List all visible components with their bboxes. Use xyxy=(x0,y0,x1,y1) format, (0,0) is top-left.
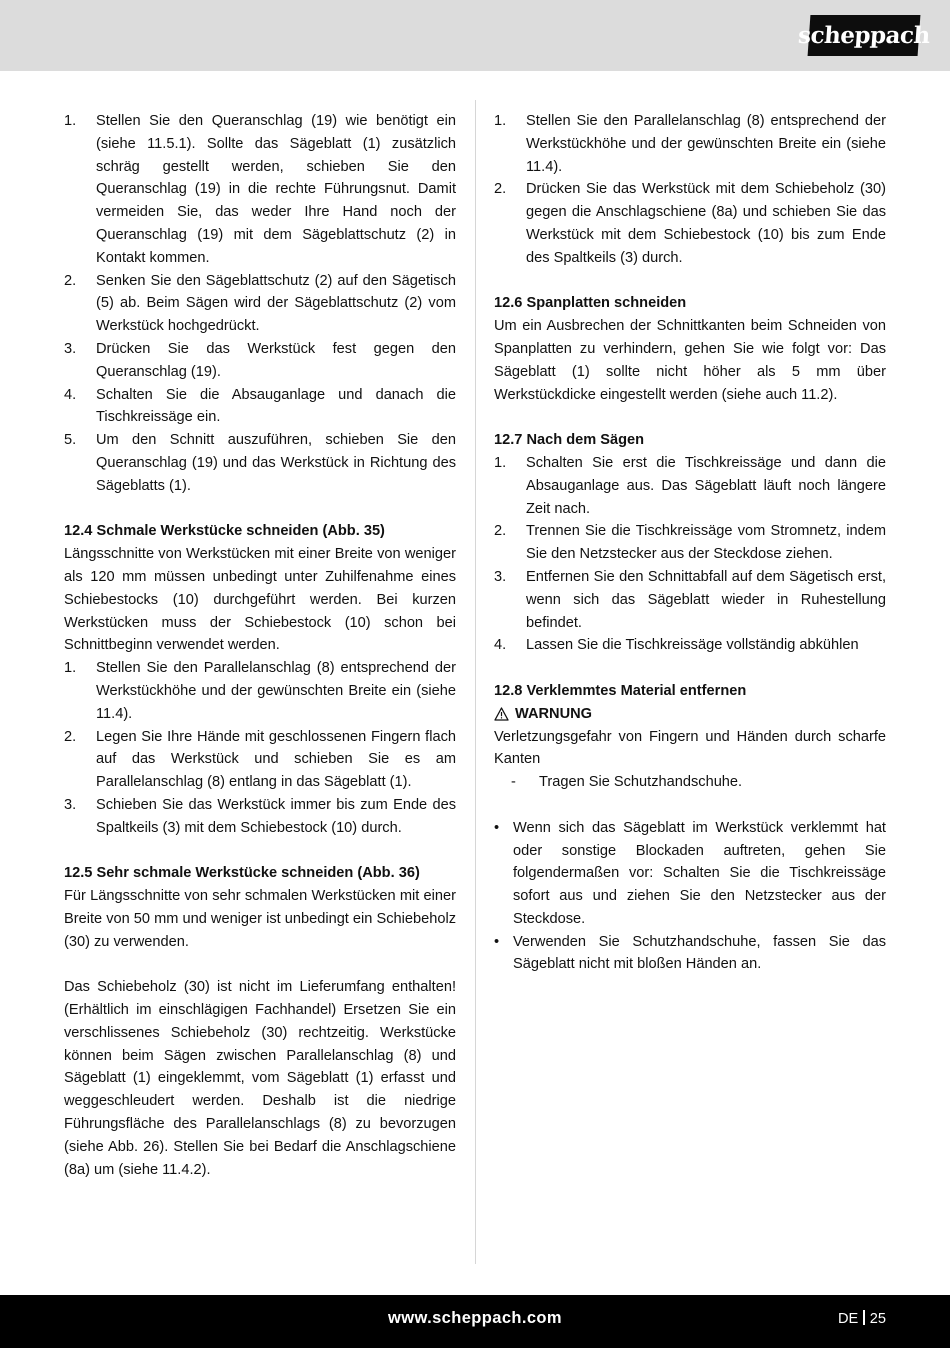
footer-bar xyxy=(0,1295,950,1348)
column-divider xyxy=(475,100,476,1264)
section-note-12-5: Das Schiebeholz (30) ist nicht im Lieferumfang enthalten! (Erhältlich im einschlägigen Fachhandel) Ersetzen Sie ein verschlissenes Schiebeholz (30) rechtzeitig. Werkstücke können beim Sägen zwischen Parallelanschlag (8) und Sägeblatt (1) eingeklemmt, vom Sägeblatt (1) erfasst und weggeschleudert werden. Deshalb ist die niedrige Führungsfläche des Parallelanschlags (8) zu bevorzugen (siehe Abb. 26). Stellen Sie bei Bedarf die Anschlagschiene (8a) um (siehe 11.4.2). xyxy=(64,979,456,1178)
list-item: 2. Drücken Sie das Werkstück mit dem Schiebeholz (30) gegen die Anschlagschiene (8a) und schieben Sie das Werkstück mit dem Schiebestock (10) bis zum Ende des Spaltkeils (3) durch. xyxy=(494,181,886,266)
warning-text: Verletzungsgefahr von Fingern und Händen durch scharfe Kanten xyxy=(494,728,886,768)
right-column xyxy=(494,110,886,976)
bullet-list xyxy=(494,817,886,977)
section-intro-12-4: Längsschnitte von Werkstücken mit einer Breite von weniger als 120 mm müssen unbedingt unter Zuhilfenahme eines Schiebestocks (10) durchgeführt werden. Bei kurzen Werkstücken muss der Schiebestock (10) schon bei Schnittbeginn verwendet werden. xyxy=(64,546,456,654)
list-item: 3. Schieben Sie das Werkstück immer bis zum Ende des Spaltkeils (3) mit dem Schiebestock (10) durch. xyxy=(64,796,456,836)
left-column xyxy=(64,110,456,1181)
list-item: 1. Stellen Sie den Parallelanschlag (8) entsprechend der Werkstückhöhe und der gewünschten Breite ein (siehe 11.4). xyxy=(64,660,456,722)
list-item: • Wenn sich das Sägeblatt im Werkstück verklemmt hat oder sonstige Blockaden auftreten, gehen Sie folgendermaßen vor: Schalten Sie die Tischkreissäge sofort aus und ziehen Sie den Netzstecker aus der Steckdose. xyxy=(494,819,886,927)
list-item: 1. Schalten Sie erst die Tischkreissäge und dann die Absauganlage aus. Das Sägeblatt läuft noch längere Zeit nach. xyxy=(494,454,886,517)
brand-logo xyxy=(797,15,931,56)
section-intro-12-5: Für Längsschnitte von sehr schmalen Werkstücken mit einer Breite von 50 mm und weniger ist unbedingt ein Schiebeholz (30) zu verwenden. xyxy=(64,888,456,950)
page-indicator xyxy=(838,1310,886,1327)
warning-triangle-icon xyxy=(494,707,509,721)
list-item: 2. Senken Sie den Sägeblattschutz (2) auf den Sägetisch (5) ab. Beim Sägen wird der Sägeblattschutz (2) vom Werkstück hochgedrückt. xyxy=(64,272,456,335)
page-separator xyxy=(863,1310,865,1325)
section-heading-12-6: 12.6 Spanplatten schneiden xyxy=(494,295,687,312)
after-sawing-steps xyxy=(494,452,886,657)
list-item: - Tragen Sie Schutzhandschuhe. xyxy=(511,774,743,791)
crosscut-steps xyxy=(64,110,456,498)
language-code: DE xyxy=(837,1311,859,1327)
list-item: 4. Lassen Sie die Tischkreissäge vollständig abkühlen xyxy=(494,637,859,654)
list-item: 3. Drücken Sie das Werkstück fest gegen den Queranschlag (19). xyxy=(64,340,456,380)
page-number: 25 xyxy=(869,1311,886,1327)
list-item: 4. Schalten Sie die Absauganlage und danach die Tischkreissäge ein. xyxy=(64,386,456,426)
section-body-12-6: Um ein Ausbrechen der Schnittkanten beim Schneiden von Spanplatten zu verhindern, gehen Sie wie folgt vor: Das Sägeblatt (1) sollte nicht höher als 5 mm über Werkstückdicke eingestellt werden (siehe auch 11.2). xyxy=(494,318,886,403)
logo-text: scheppach xyxy=(797,22,931,49)
very-narrow-steps xyxy=(494,110,886,270)
footer-url[interactable]: www.scheppach.com xyxy=(388,1309,562,1327)
list-item: 2. Legen Sie Ihre Hände mit geschlossenen Fingern flach auf das Werkstück und schieben Sie es am Parallelanschlag (8) entlang in das Sägeblatt (1). xyxy=(64,728,456,791)
warning-label: WARNUNG xyxy=(494,703,886,726)
list-item: 2. Trennen Sie die Tischkreissäge vom Stromnetz, indem Sie den Netzstecker aus der Steckdose ziehen. xyxy=(494,523,886,563)
section-heading-12-7: 12.7 Nach dem Sägen xyxy=(494,432,645,449)
list-item: 1. Stellen Sie den Queranschlag (19) wie benötigt ein (siehe 11.5.1). Sollte das Sägeblatt (1) zusätzlich schräg gestellt werden, schieben Sie den Queranschlag (19) in die rechte Führungsnut. Damit vermeiden Sie, das weder Ihre Hand noch der Queranschlag (19) mit dem Sägeblattschutz (2) in Kontakt kommen. xyxy=(64,113,456,266)
narrow-workpiece-steps xyxy=(64,657,456,839)
section-heading-12-5: 12.5 Sehr schmale Werkstücke schneiden (Abb. 36) xyxy=(64,865,420,882)
list-item: 3. Entfernen Sie den Schnittabfall auf dem Sägetisch erst, wenn sich das Sägeblatt wieder in Ruhestellung befindet. xyxy=(494,568,886,631)
dash-list xyxy=(494,771,886,794)
list-item: • Verwenden Sie Schutzhandschuhe, fassen Sie das Sägeblatt nicht mit bloßen Händen an. xyxy=(494,933,886,973)
list-item: 5. Um den Schnitt auszuführen, schieben Sie den Queranschlag (19) und das Werkstück in Richtung des Sägeblatts (1). xyxy=(64,432,456,494)
list-item: 1. Stellen Sie den Parallelanschlag (8) entsprechend der Werkstückhöhe und der gewünschten Breite ein (siehe 11.4). xyxy=(494,113,886,175)
section-heading-12-4: 12.4 Schmale Werkstücke schneiden (Abb. 35) xyxy=(64,523,385,540)
section-heading-12-8: 12.8 Verklemmtes Material entfernen xyxy=(494,682,747,699)
